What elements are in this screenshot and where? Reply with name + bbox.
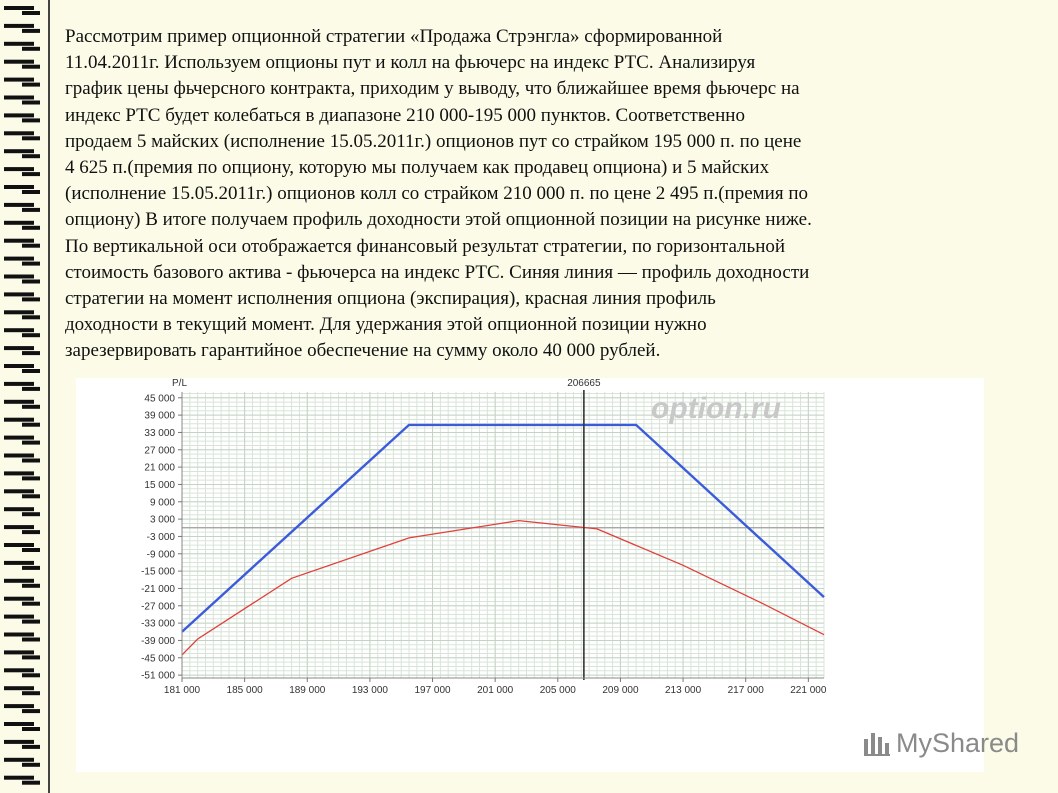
y-tick-label: -21 000 xyxy=(141,583,175,595)
spiral-ring xyxy=(4,740,40,749)
y-tick-label: 3 000 xyxy=(149,514,175,526)
spiral-ring xyxy=(4,221,40,230)
spiral-ring xyxy=(4,633,40,642)
y-tick-label: 27 000 xyxy=(144,445,175,457)
y-tick-label: 33 000 xyxy=(144,427,175,439)
spiral-ring xyxy=(4,364,40,373)
spiral-ring xyxy=(4,78,40,87)
x-tick-label: 209 000 xyxy=(602,685,639,696)
spiral-ring xyxy=(4,776,40,785)
y-tick-label: 45 000 xyxy=(144,393,175,405)
y-tick-label: 39 000 xyxy=(144,410,175,422)
x-tick-label: 221 000 xyxy=(790,685,827,696)
spiral-ring xyxy=(4,185,40,194)
x-tick-label: 193 000 xyxy=(351,685,388,696)
spiral-ring xyxy=(4,257,40,266)
x-tick-label: 205 000 xyxy=(539,685,576,696)
spiral-ring xyxy=(4,149,40,158)
y-tick-label: -15 000 xyxy=(141,566,175,578)
spiral-ring xyxy=(4,203,40,212)
spiral-ring xyxy=(4,650,40,659)
spiral-ring xyxy=(4,543,40,552)
spiral-ring xyxy=(4,96,40,105)
y-tick-label: -9 000 xyxy=(146,549,175,561)
page-border xyxy=(48,0,50,793)
spiral-ring xyxy=(4,292,40,301)
spiral-ring xyxy=(4,489,40,498)
y-tick-label: 21 000 xyxy=(144,462,175,474)
spiral-ring xyxy=(4,436,40,445)
spiral-ring xyxy=(4,418,40,427)
chart-panel xyxy=(76,378,984,772)
x-tick-label: 197 000 xyxy=(414,685,451,696)
myshared-text: MyShared xyxy=(896,728,1020,758)
spiral-ring xyxy=(4,382,40,391)
spiral-ring xyxy=(4,400,40,409)
pl-chart xyxy=(76,378,984,772)
spiral-ring xyxy=(4,686,40,695)
spiral-ring xyxy=(4,615,40,624)
spiral-ring xyxy=(4,525,40,534)
spiral-ring xyxy=(4,113,40,122)
spiral-ring xyxy=(4,131,40,140)
current-price-label: 206665 xyxy=(567,378,601,389)
y-tick-label: -27 000 xyxy=(141,601,175,613)
y-tick-label: 15 000 xyxy=(144,479,175,491)
description-paragraph: Рассмотрим пример опционной стратегии «Продажа Стрэнгла» сформированной 11.04.2011г. Используем опционы пут и колл на фьючерс на индекс РТС. Анализируя график цены фьчерсного контракта, приходим у выводу, что ближайшее время фьючерс на индекс РТС будет колебаться в диапазоне 210 000-195 000 пунктов. Соответственно продаем 5 майских (исполнение 15.05.2011г.) опционов пут со страйком 195 000 п. по цене 4 625 п.(премия по опциону, которую мы получаем как продавец опциона) и 5 майских (исполнение 15.05.2011г.) опционов колл со страйком 210 000 п. по цене 2 495 п.(премия по опциону) В итоге получаем профиль доходности этой опционной позиции на рисунке ниже. По вертикальной оси отображается финансовый результат стратегии, по горизонтальной стоимость базового актива - фьючерса на индекс РТС. Синяя линия — профиль доходности стратегии на момент исполнения опциона (экспирация), красная линия профиль доходности в текущий момент. Для удержания этой опционной позиции нужно зарезервировать гарантийное обеспечение на сумму около 40 000 рублей. xyxy=(65,26,812,362)
spiral-ring xyxy=(4,167,40,176)
x-tick-label: 181 000 xyxy=(163,685,201,696)
spiral-ring xyxy=(4,346,40,355)
x-tick-label: 213 000 xyxy=(664,685,702,696)
minor-grid xyxy=(182,392,824,678)
spiral-ring xyxy=(4,471,40,480)
spiral-ring xyxy=(4,454,40,463)
spiral-ring xyxy=(4,561,40,570)
y-tick-label: -51 000 xyxy=(141,670,175,682)
spiral-ring xyxy=(4,42,40,51)
spiral-ring xyxy=(4,704,40,713)
spiral-ring xyxy=(4,310,40,319)
spiral-ring xyxy=(4,328,40,337)
spiral-ring xyxy=(4,239,40,248)
myshared-watermark xyxy=(862,728,1019,759)
x-tick-label: 201 000 xyxy=(477,685,514,696)
spiral-ring xyxy=(4,507,40,516)
y-axis-label: P/L xyxy=(172,378,188,389)
option-ru-watermark: option.ru xyxy=(651,392,781,425)
x-tick-label: 217 000 xyxy=(727,685,764,696)
spiral-ring xyxy=(4,24,40,33)
spiral-ring xyxy=(4,6,40,15)
y-tick-label: 9 000 xyxy=(149,497,175,509)
spiral-ring xyxy=(4,275,40,284)
y-tick-label: -39 000 xyxy=(141,635,175,647)
y-tick-label: -3 000 xyxy=(146,531,175,543)
x-tick-label: 189 000 xyxy=(289,685,326,696)
spiral-ring xyxy=(4,60,40,69)
x-tick-label: 185 000 xyxy=(226,685,263,696)
spiral-binding xyxy=(0,0,50,793)
spiral-ring xyxy=(4,579,40,588)
myshared-logo-icon xyxy=(862,729,892,759)
spiral-ring xyxy=(4,722,40,731)
y-tick-label: -45 000 xyxy=(141,653,175,665)
y-tick-label: -33 000 xyxy=(141,618,175,630)
spiral-ring xyxy=(4,668,40,677)
spiral-ring xyxy=(4,758,40,767)
spiral-ring xyxy=(4,597,40,606)
